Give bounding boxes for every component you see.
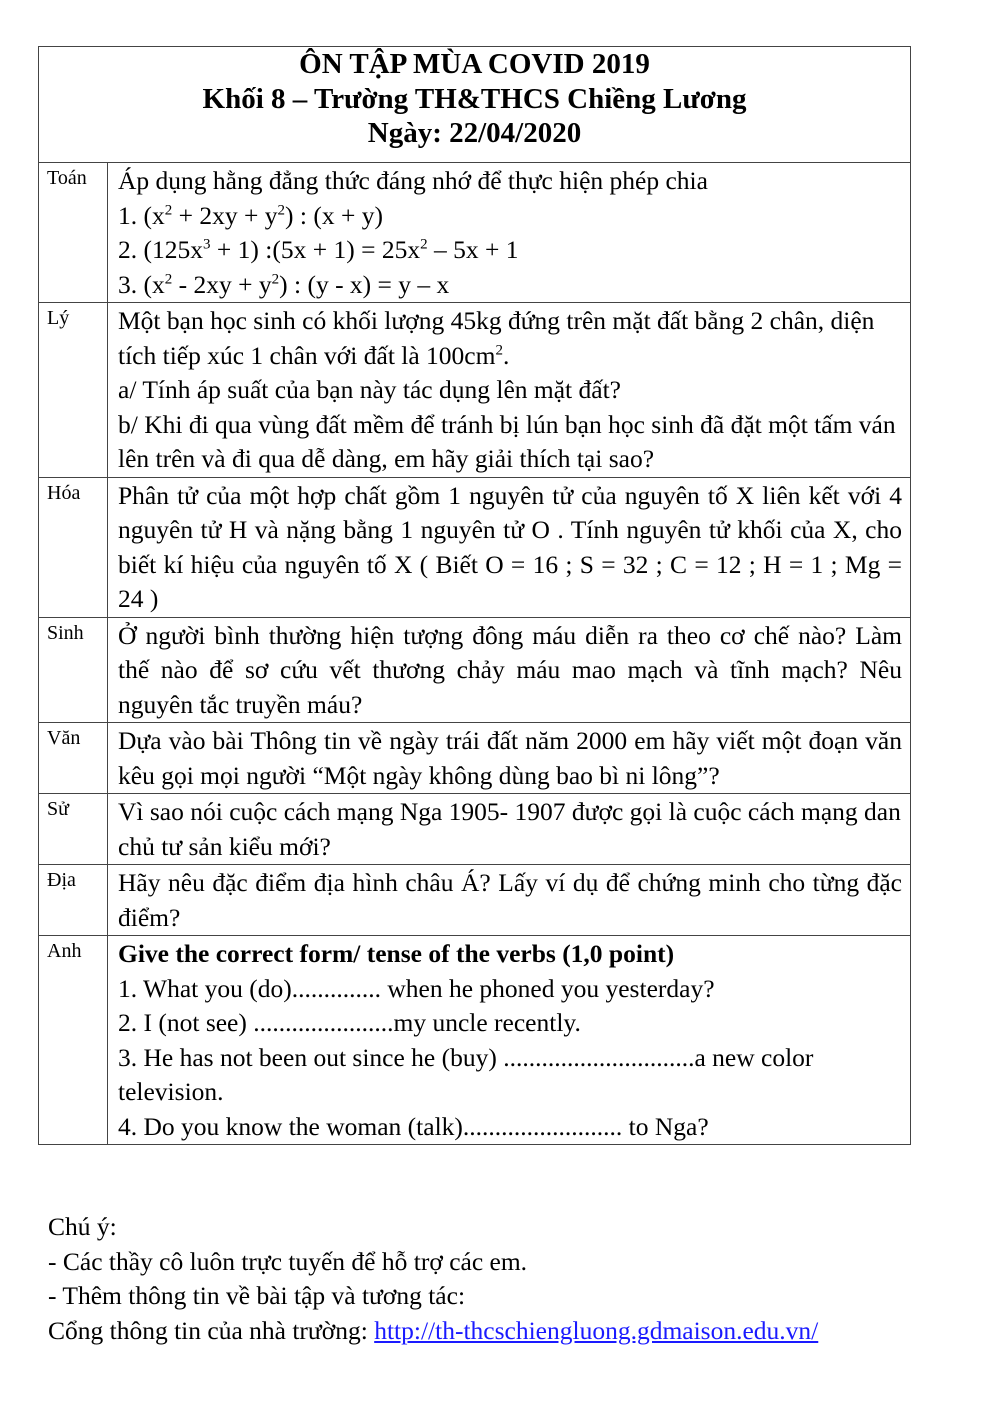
row-su [39, 794, 911, 865]
anh-q3: 3. He has not been out since he (buy) ..............................a new color television. [118, 1042, 814, 1106]
anh-q2: 2. I (not see) ......................my uncle recently. [118, 1008, 581, 1037]
row-anh [39, 936, 911, 1145]
row-hoa [39, 477, 911, 617]
notes-section [48, 1210, 818, 1348]
notes-line-1: - Các thầy cô luôn trực tuyến để hỗ trợ các em. [48, 1246, 528, 1276]
subject-label-toan: Toán [39, 163, 108, 303]
toan-q2: 2. $(125x^3 + 1)$ :(5x + $1) = 25x^2 - 5x + 1$ [118, 235, 519, 264]
subject-label-van: Văn [39, 723, 108, 794]
row-sinh [39, 617, 911, 723]
content-anh [108, 936, 911, 1145]
content-sinh: Ở người bình thường hiện tượng đông máu diễn ra theo cơ chế nào? Làm thế nào để sơ cứu vết thương chảy máu mao mạch và tĩnh mạch? Nêu nguyên tắc truyền máu? [108, 617, 911, 723]
toan-q1: 1. $(x^2 + 2xy + y^2)$ : (x + y) [118, 200, 383, 230]
row-ly [39, 303, 911, 478]
content-ly [108, 303, 911, 478]
ly-part-a: a/ Tính áp suất của bạn này tác dụng lên mặt đất? [118, 375, 621, 404]
row-dia [39, 865, 911, 936]
header-cell [39, 47, 911, 163]
anh-q4: 4. Do you know the woman (talk)......................... to Nga? [118, 1111, 709, 1141]
row-van [39, 723, 911, 794]
notes-line-2: - Thêm thông tin về bài tập và tương tác: [48, 1281, 466, 1310]
toan-intro: Áp dụng hằng đẳng thức đáng nhớ để thực hiện phép chia [118, 166, 708, 195]
header-school: Khối 8 – Trường TH&THCS Chiềng Lương [202, 82, 747, 115]
header-date: Ngày: 22/04/2020 [367, 117, 582, 149]
subject-label-dia: Địa [39, 865, 108, 936]
content-su: Vì sao nói cuộc cách mạng Nga 1905- 1907 được gọi là cuộc cách mạng dan chủ tư sản kiểu mới? [108, 794, 911, 865]
row-toan [39, 163, 911, 303]
notes-portal [48, 1314, 818, 1349]
subject-label-hoa: Hóa [39, 477, 108, 617]
ly-problem: Một bạn học sinh có khối lượng 45kg đứng trên mặt đất bằng 2 chân, diện tích tiếp xúc 1 chân với đất là $100cm^2$. [118, 306, 875, 370]
content-van: Dựa vào bài Thông tin về ngày trái đất năm 2000 em hãy viết một đoạn văn kêu gọi mọi người “Một ngày không dùng bao bì ni lông”? [108, 723, 911, 794]
notes-title: Chú ý: [48, 1212, 117, 1241]
subject-label-sinh: Sinh [39, 617, 108, 723]
anh-q1: 1. What you (do).............. when he phoned you yesterday? [118, 973, 715, 1003]
content-dia: Hãy nêu đặc điểm địa hình châu Á? Lấy ví dụ để chứng minh cho từng đặc điểm? [108, 865, 911, 936]
worksheet-table [38, 46, 911, 1145]
ly-part-b: b/ Khi đi qua vùng đất mềm để tránh bị lún bạn học sinh đã đặt một tấm ván lên trên và đi qua dễ dàng, em hãy giải thích tại sao? [118, 409, 896, 473]
content-toan [108, 163, 911, 303]
worksheet [38, 46, 910, 1145]
subject-label-su: Sử [39, 794, 108, 865]
anh-title: Give the correct form/ tense of the verbs (1,0 point) [118, 939, 675, 968]
content-hoa: Phân tử của một hợp chất gồm 1 nguyên tử của nguyên tố X liên kết với 4 nguyên tử H và nặng bằng 1 nguyên tử O . Tính nguyên tử khối của X, cho biết kí hiệu của nguyên tố X ( Biết O = 16 ; S = 32 ; C = 12 ; H = 1 ; Mg = 24 ) [108, 477, 911, 617]
toan-q3: 3. $(x^2 - 2xy + y^2)$ : (y - x) = y – x [118, 269, 450, 299]
portal-link[interactable]: http://th-thcschiengluong.gdmaison.edu.vn/ [374, 1315, 819, 1345]
subject-label-anh: Anh [39, 936, 108, 1145]
header-title: ÔN TẬP MÙA COVID 2019 [299, 48, 650, 80]
portal-label: Cổng thông tin của nhà trường: [48, 1315, 375, 1345]
subject-label-ly: Lý [39, 303, 108, 478]
